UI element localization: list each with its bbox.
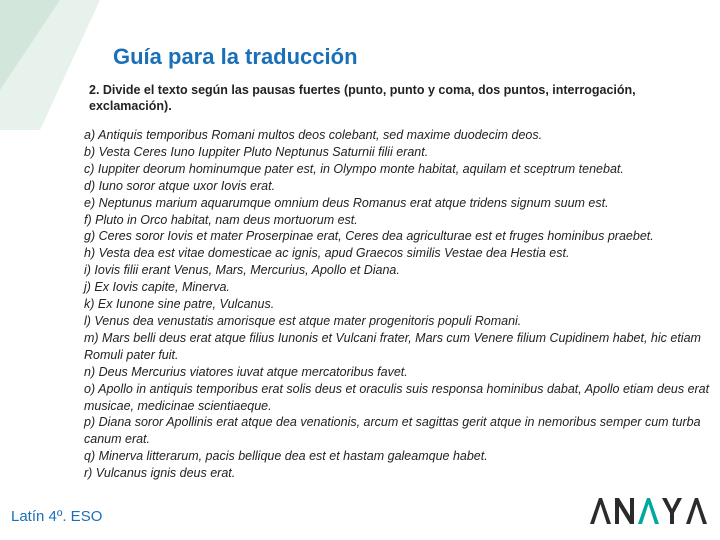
list-item: r) Vulcanus ignis deus erat. xyxy=(84,466,236,481)
list-item: k) Ex Iunone sine patre, Vulcanus. xyxy=(84,297,275,312)
list-item: o) Apollo in antiquis temporibus erat solis deus et oraculis suis responsa hominibus dabat, Apollo etiam deus erat musicae, medicinae scientiaeque. xyxy=(84,381,710,413)
list-item: e) Neptunus marium aquarumque omnium deus Romanus erat atque tridens signum suum est. xyxy=(84,195,609,210)
list-item: f) Pluto in Orco habitat, nam deus mortuorum est. xyxy=(84,212,358,227)
sentence-list xyxy=(84,127,714,482)
list-item: c) Iuppiter deorum hominumque pater est, in Olympo monte habitat, aquilam et sceptrum tenebat. xyxy=(84,161,624,176)
course-label: Latín 4º. ESO xyxy=(11,508,103,525)
list-item: i) Iovis filii erant Venus, Mars, Mercurius, Apollo et Diana. xyxy=(84,263,400,278)
list-item: m) Mars belli deus erat atque filius Iunonis et Vulcani frater, Mars cum Venere filium Cupidinem habet, hic etiam Romuli pater fuit. xyxy=(84,330,701,362)
list-item: q) Minerva litterarum, pacis bellique dea est et hastam galeamque habet. xyxy=(84,449,488,464)
list-item: g) Ceres soror Iovis et mater Proserpinae erat, Ceres dea agriculturae est et fruges hominibus praebet. xyxy=(84,229,654,244)
list-item: l) Venus dea venustatis amorisque est atque mater progenitoris populi Romani. xyxy=(84,313,522,328)
list-item: p) Diana soror Apollinis erat atque dea venationis, arcum et sagittas gerit atque in nemoribus semper cum turba canum erat. xyxy=(84,415,701,447)
page-title: Guía para la traducción xyxy=(113,44,358,69)
instruction-text: 2. Divide el texto según las pausas fuertes (punto, punto y coma, dos puntos, interrogación, exclamación). xyxy=(89,83,636,113)
list-item: j) Ex Iovis capite, Minerva. xyxy=(84,280,230,295)
list-item: d) Iuno soror atque uxor Iovis erat. xyxy=(84,178,276,193)
anaya-logo xyxy=(588,496,712,526)
list-item: h) Vesta dea est vitae domesticae ac ignis, apud Graecos similis Vestae dea Hestia est. xyxy=(84,246,570,261)
list-item: a) Antiquis temporibus Romani multos deos colebant, sed maxime duodecim deos. xyxy=(84,128,543,142)
corner-decoration xyxy=(0,0,100,130)
list-item: b) Vesta Ceres Iuno Iuppiter Pluto Neptunus Saturnii filii erant. xyxy=(84,144,429,159)
list-item: n) Deus Mercurius viatores iuvat atque mercatoribus favet. xyxy=(84,364,408,379)
